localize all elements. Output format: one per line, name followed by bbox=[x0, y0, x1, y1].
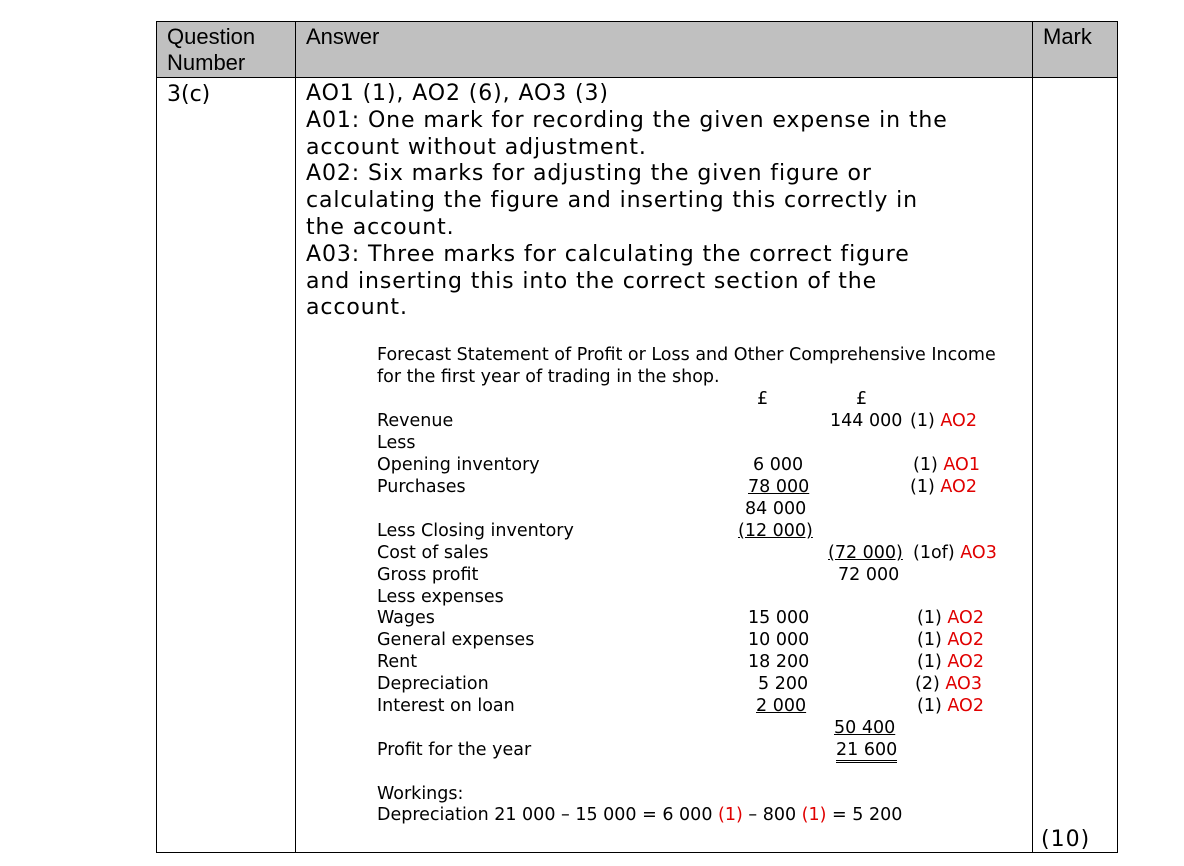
header-mark: Mark bbox=[1043, 24, 1092, 49]
mark-interest bbox=[917, 696, 984, 718]
label-revenue: Revenue bbox=[377, 411, 454, 431]
ao-line: A01: One mark for recording the given expense in the bbox=[306, 107, 948, 133]
header-answer: Answer bbox=[306, 24, 380, 49]
label-purchases: Purchases bbox=[377, 477, 466, 497]
label-profit: Profit for the year bbox=[377, 740, 532, 760]
mark-value: (1) bbox=[917, 696, 942, 716]
label-general: General expenses bbox=[377, 630, 535, 650]
mark-depreciation bbox=[915, 674, 982, 696]
mark-revenue bbox=[910, 411, 977, 433]
ao-line: A02: Six marks for adjusting the given figure or bbox=[306, 161, 872, 187]
workings-mark: (1) bbox=[718, 805, 743, 825]
workings-text: Depreciation 21 000 – 15 000 = 6 000 bbox=[377, 805, 719, 825]
mark-value: (1) bbox=[910, 411, 935, 431]
ao-tag: AO2 bbox=[947, 652, 984, 672]
c1-opening: 6 000 bbox=[753, 455, 804, 475]
mark-cos bbox=[913, 543, 997, 565]
mark-opening bbox=[913, 455, 980, 477]
ao-tag: AO3 bbox=[960, 543, 997, 563]
label-closing: Less Closing inventory bbox=[377, 521, 574, 541]
c2-revenue: 144 000 bbox=[830, 411, 903, 431]
c1-wages: 15 000 bbox=[748, 608, 810, 628]
workings-line bbox=[377, 805, 902, 827]
label-opening: Opening inventory bbox=[377, 455, 540, 475]
mark-wages bbox=[917, 608, 984, 630]
c2-expenses-total: 50 400 bbox=[834, 718, 896, 738]
mark-total: (10) bbox=[1041, 827, 1091, 852]
c1-subtotal: 84 000 bbox=[745, 499, 807, 519]
c1-closing: (12 000) bbox=[738, 521, 813, 541]
mark-general bbox=[917, 630, 984, 652]
mark-scheme-table bbox=[156, 21, 1118, 853]
label-depreciation: Depreciation bbox=[377, 674, 489, 694]
mark-value: (1of) bbox=[913, 543, 955, 563]
column-divider bbox=[1032, 22, 1033, 852]
mark-value: (2) bbox=[915, 674, 940, 694]
header-question-number bbox=[167, 24, 255, 76]
c1-general: 10 000 bbox=[748, 630, 810, 650]
label-less: Less bbox=[377, 433, 416, 453]
ao-line: and inserting this into the correct section of the bbox=[306, 268, 878, 294]
col1-currency: £ bbox=[757, 389, 769, 409]
column-divider bbox=[295, 22, 296, 852]
c2-profit bbox=[836, 740, 897, 763]
header-question-line2: Number bbox=[167, 50, 246, 75]
ao-tag: AO2 bbox=[947, 630, 984, 650]
label-interest: Interest on loan bbox=[377, 696, 515, 716]
statement-title: Forecast Statement of Profit or Loss and Other Comprehensive Income bbox=[377, 345, 996, 365]
label-wages: Wages bbox=[377, 608, 435, 628]
mark-value: (1) bbox=[917, 608, 942, 628]
c1-rent: 18 200 bbox=[748, 652, 810, 672]
label-less-expenses: Less expenses bbox=[377, 587, 504, 607]
table-header-row bbox=[157, 22, 1117, 78]
ao-tag: AO2 bbox=[940, 411, 977, 431]
ao-tag: AO2 bbox=[947, 608, 984, 628]
ao-line: A03: Three marks for calculating the correct figure bbox=[306, 241, 910, 267]
label-rent: Rent bbox=[377, 652, 418, 672]
c2-gross: 72 000 bbox=[838, 565, 900, 585]
c1-interest: 2 000 bbox=[756, 696, 807, 716]
label-gross: Gross profit bbox=[377, 565, 479, 585]
c2-profit-value: 21 600 bbox=[836, 741, 897, 763]
mark-value: (1) bbox=[910, 477, 935, 497]
ao-tag: AO3 bbox=[945, 674, 982, 694]
assessment-objectives bbox=[306, 81, 1026, 322]
label-cos: Cost of sales bbox=[377, 543, 489, 563]
workings-mark: (1) bbox=[801, 805, 827, 825]
mark-value: (1) bbox=[917, 652, 942, 672]
col2-currency: £ bbox=[856, 389, 868, 409]
mark-purchases bbox=[910, 477, 977, 499]
ao-tag: AO1 bbox=[943, 455, 980, 475]
mark-value: (1) bbox=[913, 455, 938, 475]
c1-depreciation: 5 200 bbox=[758, 674, 809, 694]
ao-line: account without adjustment. bbox=[306, 134, 647, 160]
ao-tag: AO2 bbox=[947, 696, 984, 716]
header-question-line1: Question bbox=[167, 24, 256, 49]
question-number: 3(c) bbox=[167, 82, 211, 107]
mark-value: (1) bbox=[917, 630, 942, 650]
c2-cos: (72 000) bbox=[828, 543, 903, 563]
statement-subtitle: for the first year of trading in the shop. bbox=[377, 367, 720, 387]
ao-line: calculating the figure and inserting this correctly in bbox=[306, 188, 918, 214]
ao-line: account. bbox=[306, 295, 408, 321]
ao-line: the account. bbox=[306, 214, 455, 240]
c1-purchases: 78 000 bbox=[748, 477, 810, 497]
ao-tag: AO2 bbox=[940, 477, 977, 497]
workings-text: = 5 200 bbox=[826, 805, 903, 825]
workings-title: Workings: bbox=[377, 784, 464, 804]
mark-rent bbox=[917, 652, 984, 674]
ao-line: AO1 (1), AO2 (6), AO3 (3) bbox=[306, 81, 609, 106]
workings-text: – 800 bbox=[742, 805, 802, 825]
